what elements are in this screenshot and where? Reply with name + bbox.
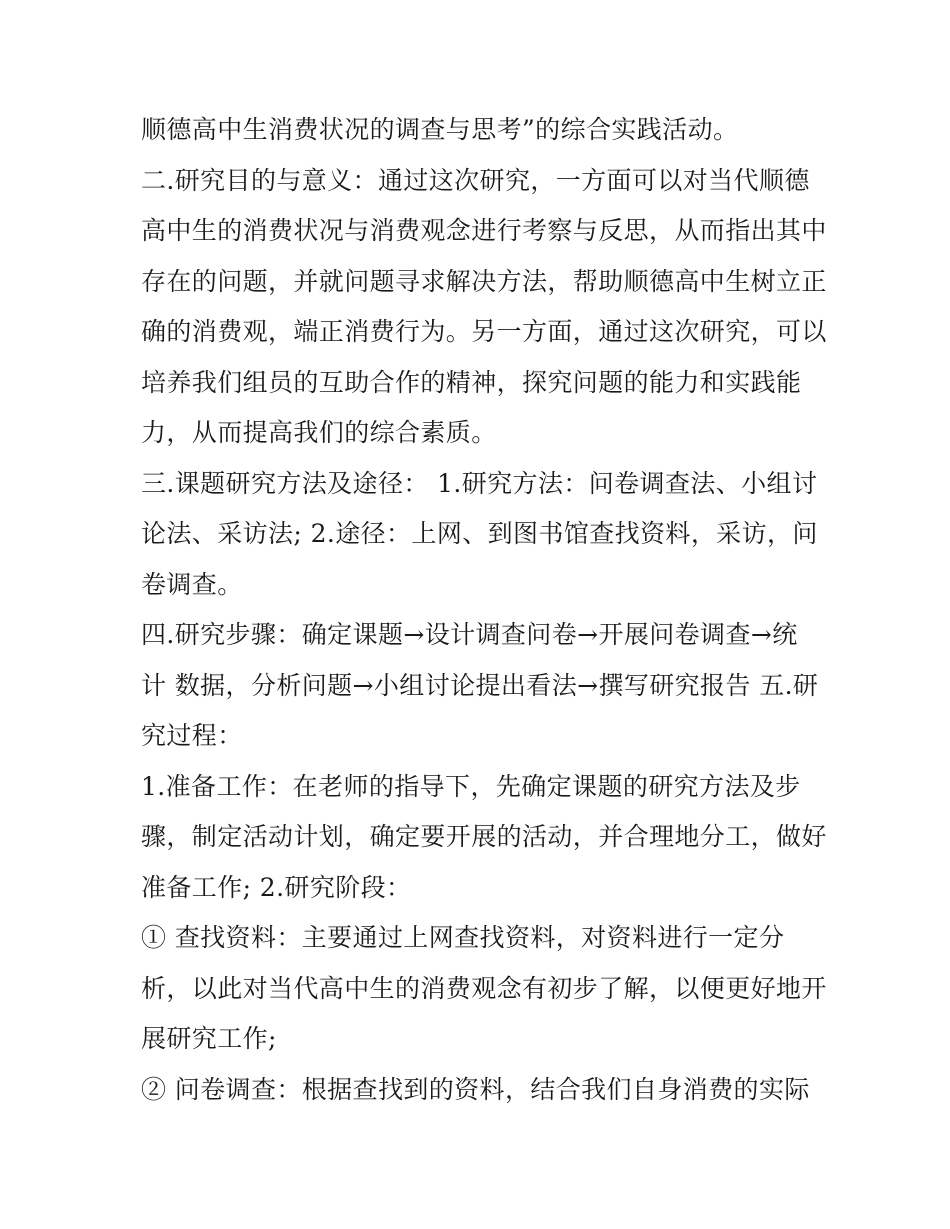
text-line: 培养我们组员的互助合作的精神，探究问题的能力和实践能 (141, 368, 802, 397)
text-line: 顺德高中生消费状况的调查与思考”的综合实践活动。 (141, 115, 739, 144)
text-line: ① 查找资料：主要通过上网查找资料，对资料进行一定分 (141, 923, 785, 952)
text-line: 准备工作; 2.研究阶段： (141, 873, 412, 902)
text-line: ② 问卷调查：根据查找到的资料，结合我们自身消费的实际 (141, 1075, 810, 1104)
text-line: 确的消费观，端正消费行为。另一方面，通过这次研究，可以 (141, 317, 827, 346)
text-line: 析，以此对当代高中生的消费观念有初步了解，以便更好地开 (141, 974, 827, 1003)
text-line: 三.课题研究方法及途径： 1.研究方法：问卷调查法、小组讨 (141, 469, 818, 498)
text-line: 论法、采访法; 2.途径：上网、到图书馆查找资料，采访，问 (141, 519, 818, 548)
text-line: 1.准备工作：在老师的指导下，先确定课题的研究方法及步 (141, 772, 801, 801)
text-line: 展研究工作; (141, 1024, 277, 1053)
text-line: 骤，制定活动计划，确定要开展的活动，并合理地分工，做好 (141, 822, 827, 851)
text-line: 存在的问题，并就问题寻求解决方法，帮助顺德高中生树立正 (141, 267, 827, 296)
text-line: 二.研究目的与意义：通过这次研究，一方面可以对当代顺德 (141, 166, 810, 195)
text-line: 四.研究步骤：确定课题→设计调查问卷→开展问卷调查→统 (141, 620, 798, 649)
text-line: 计 数据，分析问题→小组讨论提出看法→撰写研究报告 五.研 (141, 671, 819, 700)
text-line: 究过程： (141, 721, 243, 750)
text-line: 高中生的消费状况与消费观念进行考察与反思，从而指出其中 (141, 216, 827, 245)
text-line: 卷调查。 (141, 570, 243, 599)
text-line: 力，从而提高我们的综合素质。 (141, 418, 497, 447)
